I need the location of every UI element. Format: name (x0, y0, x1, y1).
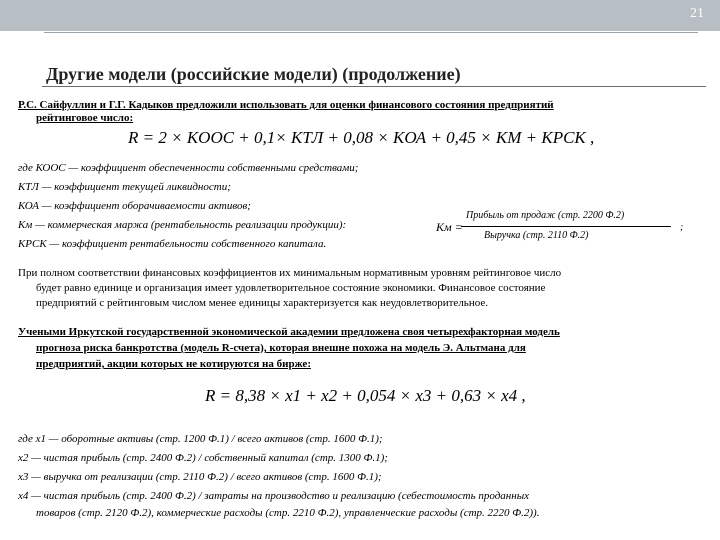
model1-def-koa: КОА — коэффициент оборачиваемости активов; (18, 200, 251, 212)
model1-intro-line1: Р.С. Сайфуллин и Г.Г. Кадыков предложили использовать для оценки финансового состояния предприятий (18, 99, 554, 111)
km-symbol: Kм = (436, 220, 463, 234)
model1-def-krsk: КРСК — коэффициент рентабельности собственного капитала. (18, 238, 327, 250)
model2-intro-line2: прогноза риска банкротства (модель R-счета), которая внешне похожа на модель Э. Альтмана для (36, 342, 526, 354)
model2-def-x1: где x1 — оборотные активы (стр. 1200 Ф.1) / всего активов (стр. 1600 Ф.1); (18, 433, 383, 445)
summary-line1: При полном соответствии финансовых коэффициентов их минимальным нормативным уровням рейтинговое число (18, 267, 562, 279)
slide-title: Другие модели (российские модели) (продолжение) (46, 64, 461, 84)
model2-def-x4-line1: x4 — чистая прибыль (стр. 2400 Ф.2) / затраты на производство и реализацию (себестоимость проданных (18, 490, 530, 502)
top-bar (0, 0, 720, 31)
model2-formula: R = 8,38 × x1 + x2 + 0,054 × x3 + 0,63 × x4 , (205, 386, 526, 405)
model2-intro-line1: Учеными Иркутской государственной экономической академии предложена своя четырехфакторная модель (18, 326, 560, 338)
model1-formula: R = 2 × KООС + 0,1× KТЛ + 0,08 × KОА + 0,45 × KМ + KРСК , (128, 128, 595, 147)
title-divider (42, 86, 706, 87)
model2-def-x2: x2 — чистая прибыль (стр. 2400 Ф.2) / собственный капитал (стр. 1300 Ф.1); (18, 452, 388, 464)
km-fraction-line (461, 226, 671, 227)
model1-def-km: Км — коммерческая маржа (рентабельность реализации продукции): (18, 219, 347, 231)
model1-intro-line2: рейтинговое число: (36, 112, 134, 124)
model1-def-ktl: КТЛ — коэффициент текущей ликвидности; (18, 181, 231, 193)
summary-line3: предприятий с рейтинговым числом менее единицы характеризуется как неудовлетворительное. (36, 297, 488, 309)
km-numerator: Прибыль от продаж (стр. 2200 Ф.2) (466, 210, 625, 221)
km-end: ; (680, 222, 684, 233)
summary-line2: будет равно единице и организация имеет удовлетворительное состояние экономики. Финансовое состояние (36, 282, 546, 294)
model1-def-koos: где КООС — коэффициент обеспеченности собственными средствами; (18, 162, 359, 174)
model2-def-x3: x3 — выручка от реализации (стр. 2110 Ф.2) / всего активов (стр. 1600 Ф.1); (18, 471, 382, 483)
top-divider (44, 32, 698, 33)
model2-def-x4-line2: товаров (стр. 2120 Ф.2), коммерческие расходы (стр. 2210 Ф.2), управленческие расходы (стр. 2220 Ф.2)). (36, 507, 540, 519)
page-number: 21 (690, 6, 704, 21)
model2-intro-line3: предприятий, акции которых не котируются на бирже: (36, 358, 311, 370)
km-denominator: Выручка (стр. 2110 Ф.2) (484, 230, 589, 241)
